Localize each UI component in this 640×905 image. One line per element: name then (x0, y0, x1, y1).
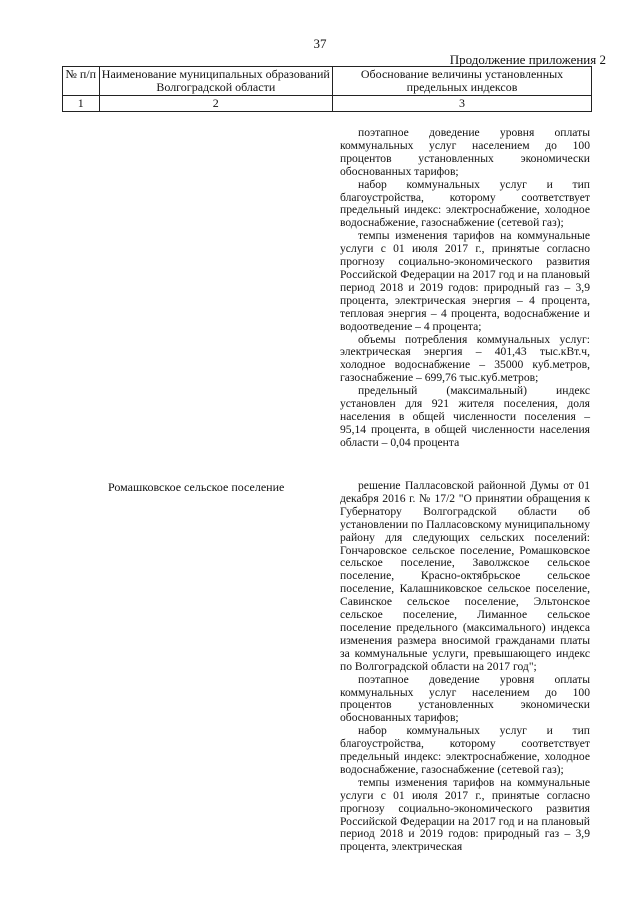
column-number-2: 2 (99, 96, 333, 112)
justification-block-previous (340, 127, 590, 450)
column-number-1: 1 (63, 96, 100, 112)
column-header-number: № п/п (63, 67, 100, 96)
paragraph: набор коммунальных услуг и тип благоустройства, которому соответствует предельный индекс: электроснабжение, холодное водоснабжение, газоснабжение (сетевой газ); (340, 177, 590, 230)
paragraph: решение Палласовской районной Думы от 01 декабря 2016 г. № 17/2 "О принятии обращения к Губернатору Волгоградской области об установлении по Палласовскому муниципальному району для следующих сельских поселений: Гончаровское сельское поселение, Ромашковское сельское поселение, Заволжское сельское поселение, Красно-октябрьское сельское поселение, Калашниковское сельское поселение, Савинское сельское поселение, Эльтонское сельское поселение, Лиманное сельское поселение предельного (максимального) индекса изменения размера вносимой гражданами платы за коммунальные услуги, превышающего индекс по Волгоградской области на 2017 год"; (340, 479, 590, 673)
paragraph: объемы потребления коммунальных услуг: электрическая энергия – 401,43 тыс.кВт.ч, холодное водоснабжение – 35000 куб.метров, газоснабжение – 699,76 тыс.куб.метров; (340, 332, 590, 385)
paragraph: предельный (максимальный) индекс установлен для 921 жителя поселения, доля населения в общей численности поселения – 95,14 процента, в общей численности населения области – 0,04 процента (340, 384, 590, 449)
paragraph: темпы изменения тарифов на коммунальные услуги с 01 июля 2017 г., принятые согласно прогнозу социально-экономического развития Российской Федерации на 2017 год и на плановый период 2018 и 2019 годов: природный газ – 3,9 процента, электрическая энергия – 4 процента, тепловая энергия – 4 процента, водоснабжение и водоотведение – 4 процента; (340, 229, 590, 333)
page-number: 37 (313, 36, 327, 51)
appendix-label: Продолжение приложения 2 (449, 52, 606, 67)
paragraph: набор коммунальных услуг и тип благоустройства, которому соответствует предельный индекс: электроснабжение, холодное водоснабжение, газоснабжение (сетевой газ); (340, 724, 590, 776)
paragraph: поэтапное доведение уровня оплаты коммунальных услуг населением до 100 процентов установленных экономически обоснованных тарифов; (340, 126, 590, 178)
column-header-municipality: Наименование муниципальных образований Волгоградской области (99, 67, 333, 96)
paragraph: поэтапное доведение уровня оплаты коммунальных услуг населением до 100 процентов установленных экономически обоснованных тарифов; (340, 672, 590, 725)
justification-block-romashkovskoe (340, 480, 590, 854)
paragraph: темпы изменения тарифов на коммунальные услуги с 01 июля 2017 г., принятые согласно прогнозу социально-экономического развития Российской Федерации на 2017 год и на плановый период 2018 и 2019 годов: природный газ – 3,9 процента, электрическая (340, 775, 590, 854)
settlement-name: Ромашковское сельское поселение (108, 480, 285, 494)
column-header-justification: Обоснование величины установленных предельных индексов (333, 67, 592, 96)
column-number-3: 3 (333, 96, 592, 112)
table-header (62, 66, 592, 112)
